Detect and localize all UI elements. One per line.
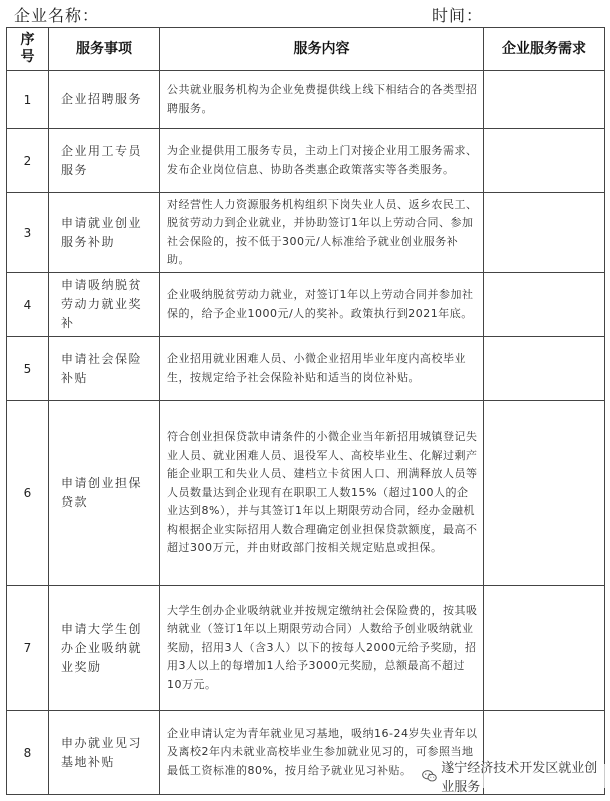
wechat-icon: [422, 768, 437, 784]
service-table: [6, 27, 605, 795]
enterprise-need-cell: [484, 337, 605, 401]
column-header-enterprise-need: 企业服务需求: [484, 28, 605, 71]
enterprise-need-cell: [484, 129, 605, 193]
time-label: 时间：: [432, 6, 484, 25]
row-number: 1: [7, 71, 49, 129]
enterprise-need-cell: [484, 586, 605, 711]
service-content: 企业吸纳脱贫劳动力就业，对签订1年以上劳动合同并参加社保的，给予企业1000元/人的奖补。政策执行到2021年底。: [160, 273, 484, 337]
watermark: [418, 761, 610, 795]
service-content: 企业招用就业困难人员、小微企业招用毕业年度内高校毕业生，按规定给予社会保险补贴和适当的岗位补贴。: [160, 337, 484, 401]
table-row: [7, 129, 605, 193]
service-content: 符合创业担保贷款申请条件的小微企业当年新招用城镇登记失业人员、就业困难人员、退役军人、高校毕业生、化解过剩产能企业职工和失业人员、建档立卡贫困人口、刑满释放人员等人员数量达到企业现有在职职工人数15%（超过100人的企业达到8%），并与其签订1年以上期限劳动合同，经办金融机构根据企业实际招用人数合理确定创业担保贷款额度，最高不超过300万元，并由财政部门按相关规定贴息或担保。: [160, 401, 484, 586]
table-row: [7, 273, 605, 337]
service-item: 申请大学生创办企业吸纳就业奖励: [49, 586, 160, 711]
service-content: 对经营性人力资源服务机构组织下岗失业人员、返乡农民工、脱贫劳动力到企业就业，并协助签订1年以上劳动合同、参加社会保险的，按不低于300元/人标准给予就业创业服务补助。: [160, 193, 484, 273]
service-item: 企业招聘服务: [49, 71, 160, 129]
table-row: [7, 586, 605, 711]
watermark-text: 遂宁经济技术开发区就业创业服务: [441, 761, 598, 795]
service-content: 企业申请认定为青年就业见习基地，吸纳16-24岁失业青年以及离校2年内未就业高校毕业生参加就业见习的，可参照当地最低工资标准的80%，按月给予就业见习补贴。: [160, 711, 484, 795]
table-row: [7, 337, 605, 401]
service-item: 申请社会保险补贴: [49, 337, 160, 401]
service-content: 公共就业服务机构为企业免费提供线上线下相结合的各类型招聘服务。: [160, 71, 484, 129]
service-item: 申请就业创业服务补助: [49, 193, 160, 273]
table-row: [7, 71, 605, 129]
service-item: 申请吸纳脱贫劳动力就业奖补: [49, 273, 160, 337]
column-header-number: 序号: [7, 28, 49, 71]
row-number: 8: [7, 711, 49, 795]
enterprise-need-cell: [484, 193, 605, 273]
enterprise-need-cell: [484, 71, 605, 129]
service-content: 大学生创办企业吸纳就业并按规定缴纳社会保险费的，按其吸纳就业（签订1年以上期限劳动合同）人数给予创业吸纳就业奖励，招用3人（含3人）以下的按每人2000元给予奖励，招用3人以上的每增加1人给予3000元奖励，总额最高不超过10万元。: [160, 586, 484, 711]
service-item: 申请创业担保贷款: [49, 401, 160, 586]
enterprise-need-cell: [484, 401, 605, 586]
row-number: 7: [7, 586, 49, 711]
table-header-row: [7, 28, 605, 71]
service-item: 企业用工专员服务: [49, 129, 160, 193]
row-number: 3: [7, 193, 49, 273]
company-name-label: 企业名称：: [14, 6, 100, 25]
row-number: 5: [7, 337, 49, 401]
column-header-service-item: 服务事项: [49, 28, 160, 71]
row-number: 2: [7, 129, 49, 193]
row-number: 4: [7, 273, 49, 337]
service-item: 申办就业见习基地补贴: [49, 711, 160, 795]
service-content: 为企业提供用工服务专员，主动上门对接企业用工服务需求、发布企业岗位信息、协助各类惠企政策落实等各类服务。: [160, 129, 484, 193]
enterprise-need-cell: [484, 273, 605, 337]
column-header-service-content: 服务内容: [160, 28, 484, 71]
table-row: [7, 193, 605, 273]
table-row: [7, 401, 605, 586]
row-number: 6: [7, 401, 49, 586]
